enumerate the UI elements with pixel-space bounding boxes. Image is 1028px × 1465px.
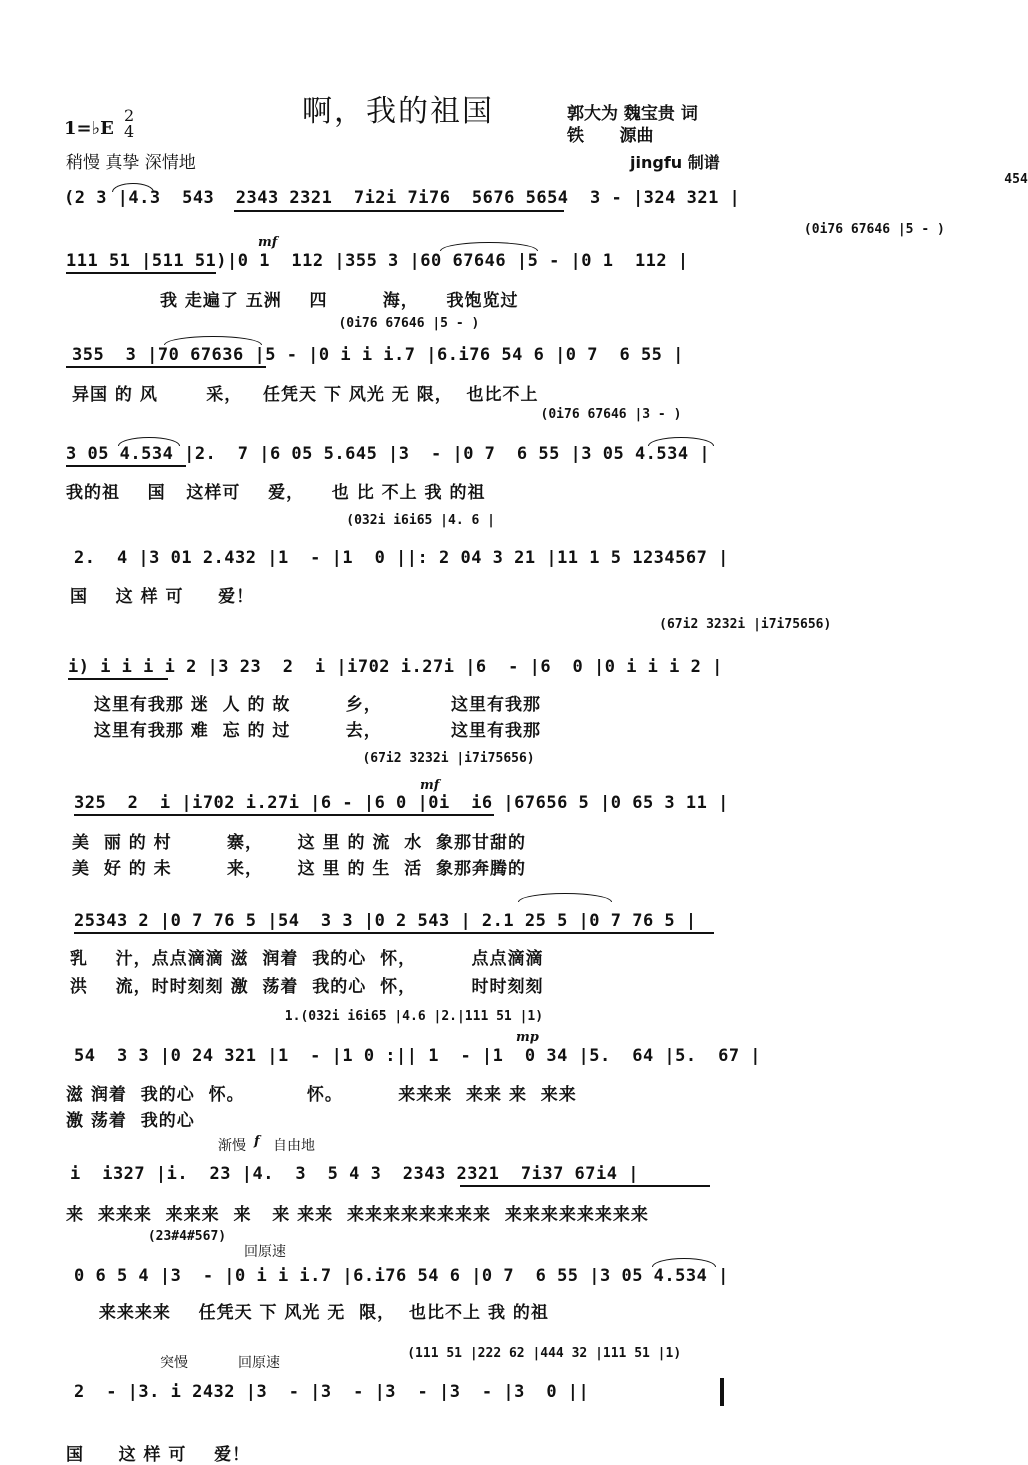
- beam: [66, 465, 186, 467]
- slur: [440, 242, 538, 251]
- accompaniment-annotation: (0i76 67646 |5 - ): [530, 222, 945, 237]
- slur: [112, 183, 154, 192]
- lyric-line-8b: 洪 流，时时刻刻 激 荡着 我的心 怀， 时时刻刻: [70, 977, 544, 997]
- beam: [66, 366, 266, 368]
- lyric-line-2: 我 走遍了 五洲 四 海， 我饱览过: [70, 291, 519, 311]
- dynamic-mark: mf: [258, 235, 278, 250]
- tempo-cue: 回原速: [244, 1244, 286, 1260]
- tempo-cue: 自由地: [273, 1138, 315, 1154]
- beam: [68, 678, 168, 680]
- notation-line-3: 355 3 |70 67636 |5 - |0 i i i.7 |6.i76 54 6 |0 7 6 55 |: [72, 345, 684, 365]
- notation-line-9: 54 3 3 |0 24 321 |1 - |1 0 :|| 1 - |1 0 34 |5. 64 |5. 67 |: [74, 1046, 762, 1066]
- notation-line-12: 2 - |3. i 2432 |3 - |3 - |3 - |3 - |3 0 ||: [74, 1382, 590, 1402]
- dynamic-mark: mp: [516, 1030, 539, 1045]
- beam: [74, 814, 494, 816]
- accompaniment-annotation: (032i i6i65 |4. 6 |: [268, 513, 495, 528]
- accompaniment-annotation: (111 51 |222 62 |444 32 |111 51 |1): [282, 1346, 682, 1361]
- accompaniment-annotation: (67i2 3232i |i7i75656): [292, 751, 535, 766]
- lyric-line-8a: 乳 汁，点点滴滴 滋 润着 我的心 怀， 点点滴滴: [70, 949, 544, 969]
- key-signature: 1=♭E: [64, 118, 114, 139]
- lyricist-credit: 郭大为 魏宝贵 词: [567, 104, 698, 124]
- meter-top: 2: [124, 106, 135, 125]
- beam: [66, 272, 216, 274]
- beam: [74, 932, 714, 934]
- lyric-line-9b: 激 荡着 我的心: [66, 1111, 195, 1131]
- lyric-line-10: 来 来来来 来来来 来 来 来来 来来来来来来来来 来来来来来来来来: [66, 1205, 649, 1225]
- slur: [518, 893, 612, 902]
- lyric-line-3: 异国 的 风 采， 任凭天 下 风光 无 限， 也比不上: [72, 385, 539, 405]
- final-barline: [720, 1378, 724, 1406]
- slur: [648, 437, 714, 446]
- slur: [118, 437, 180, 446]
- composer-credit: 铁 源曲: [567, 126, 654, 146]
- lyric-line-9a: 滋 润着 我的心 怀。 怀。 来来来 来来 来 来来: [66, 1085, 577, 1105]
- song-title: 啊，我的祖国: [302, 94, 494, 129]
- lyric-line-7b: 美 好 的 未 来， 这 里 的 生 活 象那奔腾的: [72, 859, 527, 879]
- meter-bottom: 4: [124, 122, 135, 141]
- dynamic-mark: mf: [420, 778, 440, 793]
- notation-line-8: 25343 2 |0 7 76 5 |54 3 3 |0 2 543 | 2.1 25 5 |0 7 76 5 |: [74, 911, 697, 931]
- notation-line-6: i) i i i i 2 |3 23 2 i |i702 i.27i |6 - |6 0 |0 i i i 2 |: [68, 657, 723, 677]
- arranger-credit: jingfu 制谱: [630, 153, 720, 172]
- lyric-line-6b: 这里有我那 难 忘 的 过 去， 这里有我那: [80, 721, 541, 741]
- lyric-line-7a: 美 丽 的 村 寨， 这 里 的 流 水 象那甘甜的: [72, 833, 527, 853]
- notation-line-11: 0 6 5 4 |3 - |0 i i i.7 |6.i76 54 6 |0 7 6 55 |3 05 4.534 |: [74, 1266, 729, 1286]
- lyric-line-12: 国 这 样 可 爱！: [66, 1445, 251, 1465]
- accompaniment-annotation: (0i76 67646 |3 - ): [384, 407, 682, 422]
- lyric-line-11: 来来来来 任凭天 下 风光 无 限， 也比不上 我 的祖: [92, 1303, 549, 1323]
- dynamic-mark: f: [254, 1134, 260, 1149]
- tempo-cue: 回原速: [238, 1355, 280, 1371]
- notation-line-10: i i327 |i. 23 |4. 3 5 4 3 2343 2321 7i37 67i4 |: [70, 1164, 639, 1184]
- ornament-annotation: (23#4#567): [140, 1229, 227, 1244]
- notation-line-7: 325 2 i |i702 i.27i |6 - |6 0 |0i i6 |67656 5 |0 65 3 11 |: [74, 793, 729, 813]
- accompaniment-annotation: (0i76 67646 |5 - ): [268, 316, 480, 331]
- beam: [460, 1185, 710, 1187]
- notation-line-1: (2 3 |4.3 543 2343 2321 7i2i 7i76 5676 5654 3 - |324 321 |: [64, 188, 741, 208]
- notation-line-4: 3 05 4.534 |2. 7 |6 05 5.645 |3 - |0 7 6 55 |3 05 4.534 |: [66, 444, 711, 464]
- notation-line-5: 2. 4 |3 01 2.432 |1 - |1 0 ||: 2 04 3 21 |11 1 5 1234567 |: [74, 548, 729, 568]
- ornament-annotation: 454: [566, 172, 1028, 187]
- notation-line-2: 111 51 |511 51)|0 1 112 |355 3 |60 67646 |5 - |0 1 112 |: [66, 251, 689, 271]
- lyric-line-6a: 这里有我那 迷 人 的 故 乡， 这里有我那: [80, 695, 541, 715]
- credits: [567, 103, 698, 147]
- beam: [234, 210, 564, 212]
- tempo-marking: 稍慢 真挚 深情地: [66, 153, 196, 173]
- accompaniment-annotation: (67i2 3232i |i7i75656): [440, 617, 832, 632]
- tempo-cue: 突慢: [160, 1355, 188, 1371]
- lyric-line-4: 我的祖 国 这样可 爱， 也 比 不上 我 的祖: [66, 483, 486, 503]
- lyric-line-5: 国 这 样 可 爱！: [70, 587, 255, 607]
- tempo-cue: 渐慢: [218, 1138, 246, 1154]
- ending-annotation: 1.(032i i6i65 |4.6 |2.|111 51 |1): [230, 1009, 544, 1024]
- slur: [652, 1258, 716, 1267]
- slur: [164, 336, 262, 345]
- time-signature: [124, 108, 134, 140]
